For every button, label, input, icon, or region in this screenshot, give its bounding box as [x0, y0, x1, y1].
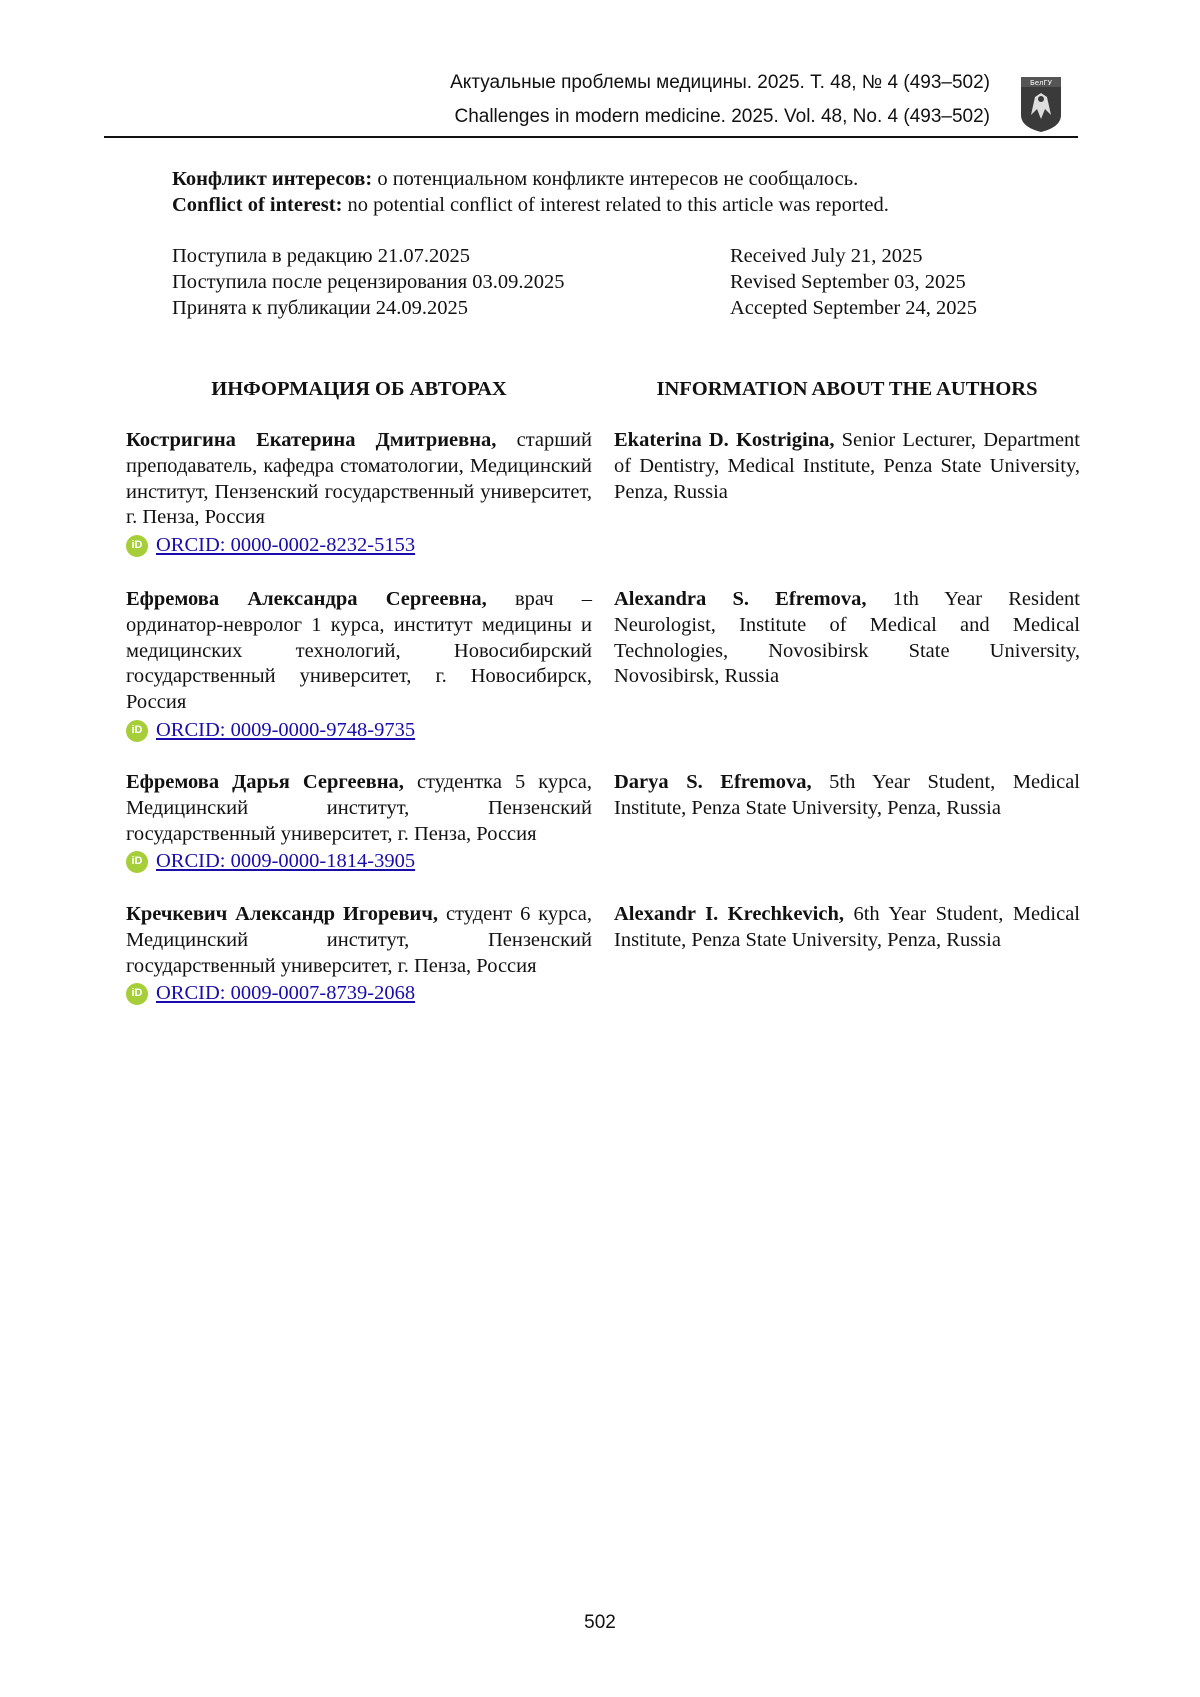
- conflict-of-interest: [172, 166, 1072, 218]
- conflict-en: Conflict of interest: no potential conflict of interest related to this article was reported.: [172, 194, 889, 216]
- date-revised-en: Revised September 03, 2025: [730, 271, 966, 293]
- author-bio-ru: Ефремова Дарья Сергеевна, студентка 5 курса, Медицинский институт, Пензенский государственный университет, г. Пенза, Россия: [126, 771, 592, 845]
- author-bio-en: Alexandra S. Efremova, 1th Year Resident Neurologist, Institute of Medical and Medical Technologies, Novosibirsk State University, Novosibirsk, Russia: [614, 588, 1080, 688]
- university-logo-icon: [1019, 75, 1063, 133]
- journal-title-en: Challenges in modern medicine. 2025. Vol. 48, No. 4 (493–502): [454, 106, 990, 127]
- svg-text:БелГУ: БелГУ: [1029, 79, 1053, 87]
- orcid-entry: [126, 981, 592, 1007]
- author-bio-en: Alexandr I. Krechkevich, 6th Year Student, Medical Institute, Penza State University, Penza, Russia: [614, 903, 1080, 951]
- author-ru: [126, 428, 592, 559]
- author-ru: [126, 587, 592, 744]
- journal-title-ru: Актуальные проблемы медицины. 2025. Т. 48, № 4 (493–502): [450, 72, 990, 93]
- author-ru: [126, 902, 592, 1007]
- orcid-entry: [126, 849, 592, 875]
- authors-heading-en: INFORMATION ABOUT THE AUTHORS: [656, 378, 1038, 400]
- author-bio-en: Darya S. Efremova, 5th Year Student, Medical Institute, Penza State University, Penza, Russia: [614, 771, 1080, 819]
- date-received-en: Received July 21, 2025: [730, 245, 923, 267]
- date-accepted-ru: Принята к публикации 24.09.2025: [172, 297, 469, 319]
- orcid-icon: iD: [126, 720, 148, 742]
- author-en: [614, 770, 1080, 822]
- orcid-link[interactable]: ORCID: 0009-0000-1814-3905: [156, 850, 416, 873]
- orcid-icon: iD: [126, 535, 148, 557]
- author-bio-ru: Ефремова Александра Сергеевна, врач – ординатор-невролог 1 курса, институт медицины и медицинских технологий, Новосибирский государственный университет, г. Новосибирск, Россия: [126, 588, 592, 714]
- dates-en: [730, 243, 977, 321]
- author-ru: [126, 770, 592, 875]
- orcid-link[interactable]: ORCID: 0009-0007-8739-2068: [156, 982, 416, 1005]
- author-en: [614, 902, 1080, 954]
- header-rule: [104, 136, 1078, 138]
- orcid-icon: iD: [126, 983, 148, 1005]
- date-revised-ru: Поступила после рецензирования 03.09.2025: [172, 271, 565, 293]
- author-en: [614, 428, 1080, 505]
- author-bio-ru: Кречкевич Александр Игоревич, студент 6 курса, Медицинский институт, Пензенский государственный университет, г. Пенза, Россия: [126, 903, 592, 977]
- author-en: [614, 587, 1080, 690]
- orcid-link[interactable]: ORCID: 0009-0000-9748-9735: [156, 718, 416, 741]
- date-accepted-en: Accepted September 24, 2025: [730, 297, 978, 319]
- orcid-entry: [126, 533, 592, 559]
- authors-heading-ru: ИНФОРМАЦИЯ ОБ АВТОРАХ: [211, 378, 507, 400]
- author-bio-en: Ekaterina D. Kostrigina, Senior Lecturer, Department of Dentistry, Medical Institute, Penza State University, Penza, Russia: [614, 429, 1080, 503]
- author-bio-ru: Костригина Екатерина Дмитриевна, старший преподаватель, кафедра стоматологии, Медицинский институт, Пензенский государственный университет, г. Пенза, Россия: [126, 429, 593, 529]
- running-header: [0, 0, 1200, 140]
- conflict-ru: Конфликт интересов: о потенциальном конфликте интересов не сообщалось.: [172, 168, 859, 190]
- orcid-icon: iD: [126, 851, 148, 873]
- date-received-ru: Поступила в редакцию 21.07.2025: [172, 245, 471, 267]
- dates-ru: [172, 243, 565, 321]
- orcid-link[interactable]: ORCID: 0000-0002-8232-5153: [156, 534, 416, 557]
- page-number: 502: [584, 1612, 616, 1633]
- orcid-entry: [126, 718, 592, 744]
